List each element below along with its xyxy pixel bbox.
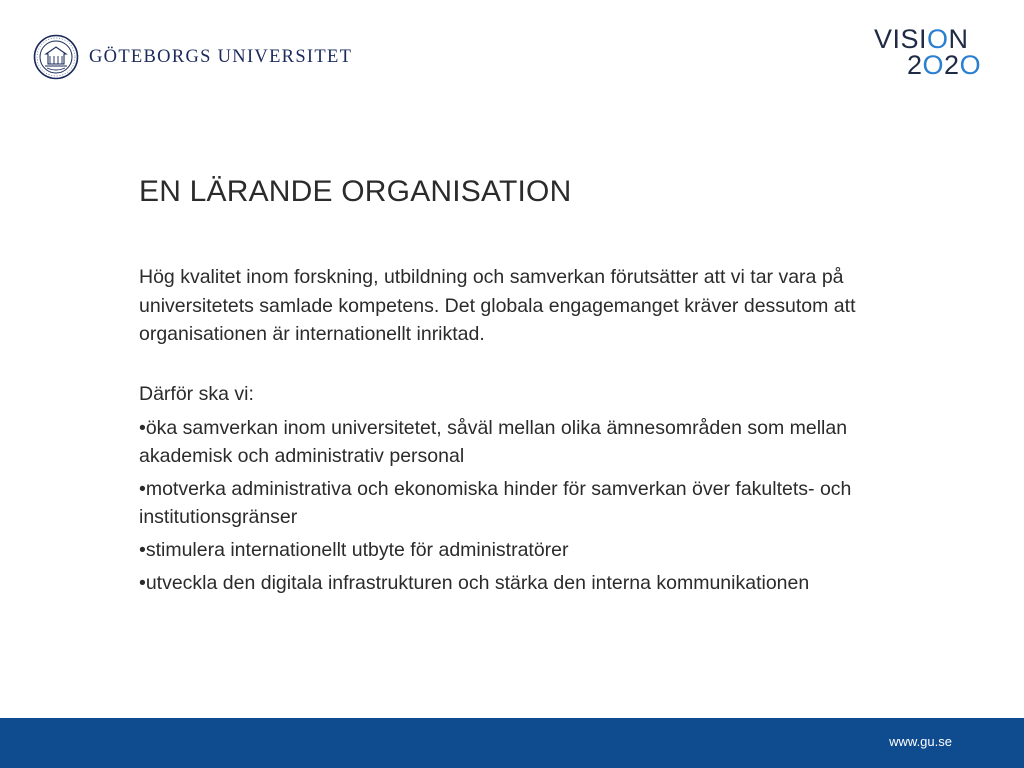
vision-logo-line1: VISION — [874, 24, 969, 54]
slide-content — [139, 175, 859, 602]
vision-2020-logo — [874, 24, 998, 80]
footer-bar — [0, 718, 1024, 768]
vision-logo-line2: 2O2O — [907, 50, 982, 80]
university-seal-icon — [33, 34, 79, 80]
bullet-item: •motverka administrativa och ekonomiska hinder för samverkan över fakultets- och institutionsgränser — [139, 477, 852, 528]
bullet-item: •stimulera internationellt utbyte för administratörer — [139, 538, 569, 561]
university-name: GÖTEBORGS UNIVERSITET — [89, 46, 353, 67]
intro-paragraph: Hög kvalitet inom forskning, utbildning och samverkan förutsätter att vi tar vara på universitetets samlade kompetens. Det globala engagemanget kräver dessutom att organisationen är internationellt inriktad. — [139, 266, 856, 345]
slide-title: EN LÄRANDE ORGANISATION — [139, 175, 572, 208]
university-logo — [33, 34, 352, 80]
lead-text: Därför ska vi: — [139, 382, 254, 405]
bullet-item: •öka samverkan inom universitetet, såväl mellan olika ämnesområden som mellan akademisk och administrativ personal — [139, 416, 848, 467]
bullet-item: •utveckla den digitala infrastrukturen och stärka den interna kommunikationen — [139, 571, 810, 594]
website-link[interactable]: www.gu.se — [889, 734, 952, 749]
bullet-list — [139, 414, 859, 597]
